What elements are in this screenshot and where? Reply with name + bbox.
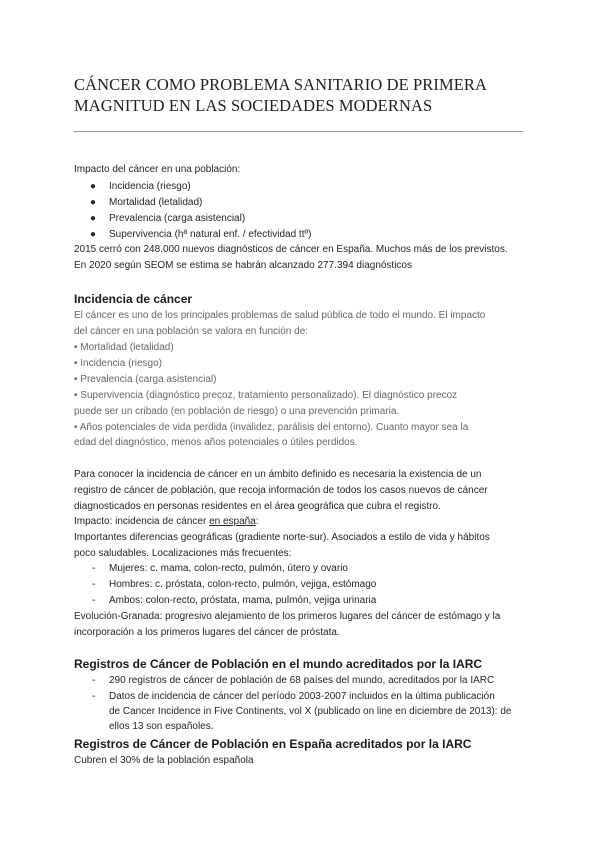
- incidencia-line: del cáncer en una población se valora en función de:: [74, 326, 309, 337]
- bullet-dot: ●: [90, 229, 97, 240]
- heading-incidencia: Incidencia de cáncer: [74, 292, 193, 306]
- registro-paragraph: diagnosticados en personas residentes en el área geográfica que cubra el registro.: [74, 501, 441, 512]
- intro-bullet: Incidencia (riesgo): [109, 181, 191, 192]
- bullet-dot: ●: [90, 213, 97, 224]
- dash-marker: -: [92, 595, 96, 606]
- incidencia-line: • Incidencia (riesgo): [74, 358, 162, 369]
- heading-registros-espana: Registros de Cáncer de Población en España acreditados por la IARC: [74, 737, 472, 751]
- diferencias-line: Importantes diferencias geográficas (gradiente norte-sur). Asociados a estilo de vida y hábitos: [74, 532, 490, 543]
- registro-paragraph: registro de cáncer de población, que recoja información de todos los casos nuevos de cáncer: [74, 485, 488, 496]
- incidencia-line: • Supervivencia (diagnóstico precoz, tratamiento personalizado). El diagnóstico precoz: [74, 390, 458, 401]
- dash-marker: -: [92, 563, 96, 574]
- impacto-line: [74, 515, 259, 528]
- bullet-dot: ●: [90, 197, 97, 208]
- incidencia-line: • Mortalidad (letalidad): [74, 342, 174, 353]
- localizacion-item: Ambos: colon-recto, próstata, mama, pulmón, vejiga urinaria: [109, 595, 377, 606]
- evolucion-line: incorporación a los primeros lugares del cáncer de próstata.: [74, 627, 340, 638]
- title-line-2: MAGNITUD EN LAS SOCIEDADES MODERNAS: [74, 96, 433, 115]
- intro-bullet: Mortalidad (letalidad): [109, 197, 203, 208]
- registros-mundo-item: Datos de incidencia de cáncer del período 2003-2007 incluidos en la última publicación: [109, 691, 495, 702]
- localizacion-item: Mujeres: c. mama, colon-recto, pulmón, útero y ovario: [109, 563, 348, 574]
- title-divider: [74, 131, 523, 132]
- intro-paragraph: En 2020 según SEOM se estima se habrán alcanzado 277.394 diagnósticos: [74, 260, 412, 271]
- intro-bullet: Prevalencia (carga asistencial): [109, 213, 246, 224]
- heading-registros-mundo: Registros de Cáncer de Población en el mundo acreditados por la IARC: [74, 657, 483, 671]
- localizacion-item: Hombres: c. próstata, colon-recto, pulmón, vejiga, estómago: [109, 579, 377, 590]
- dash-marker: -: [92, 675, 96, 686]
- evolucion-line: Evolución-Granada: progresivo alejamiento de los primeros lugares del cáncer de estómago y la: [74, 611, 501, 622]
- impacto-prefix: Impacto: incidencia de cáncer: [74, 516, 210, 527]
- registros-espana-text: Cubren el 30% de la población española: [74, 755, 254, 766]
- dash-marker: -: [92, 691, 96, 702]
- intro-bullet: Supervivencia (hª natural enf. / efectividad ttº): [109, 229, 312, 240]
- dash-marker: -: [92, 579, 96, 590]
- bullet-dot: ●: [90, 181, 97, 192]
- incidencia-line: • Prevalencia (carga asistencial): [74, 374, 217, 385]
- registros-mundo-item-cont: ellos 13 son españoles.: [109, 721, 214, 732]
- incidencia-line: puede ser un cribado (en población de riesgo) o una prevención primaria.: [74, 406, 400, 417]
- registro-paragraph: Para conocer la incidencia de cáncer en un ámbito definido es necesaria la existencia de un: [74, 469, 482, 480]
- intro-paragraph: 2015 cerró con 248.000 nuevos diagnósticos de cáncer en España. Muchos más de los previstos.: [74, 244, 508, 255]
- incidencia-line: • Años potenciales de vida perdida (invalidez, parálisis del entorno). Cuanto mayor sea la: [74, 422, 469, 433]
- title-line-1: CÁNCER COMO PROBLEMA SANITARIO DE PRIMERA: [74, 75, 488, 94]
- impacto-link[interactable]: en españa: [209, 516, 256, 527]
- intro-lead: Impacto del cáncer en una población:: [74, 164, 241, 175]
- incidencia-line: edad del diagnóstico, menos años potenciales o útiles perdidos.: [74, 437, 358, 448]
- registros-mundo-item: 290 registros de cáncer de población de 68 países del mundo, acreditados por la IARC: [109, 675, 495, 686]
- registros-mundo-item-cont: de Cancer Incidence in Five Continents, vol X (publicado on line en diciembre de 2013): de: [109, 706, 512, 717]
- incidencia-line: El cáncer es uno de los principales problemas de salud pública de todo el mundo. El impacto: [74, 310, 486, 321]
- diferencias-line: poco saludables. Localizaciones más frecuentes:: [74, 548, 292, 559]
- page-title: [74, 74, 534, 116]
- impacto-suffix: :: [255, 516, 259, 527]
